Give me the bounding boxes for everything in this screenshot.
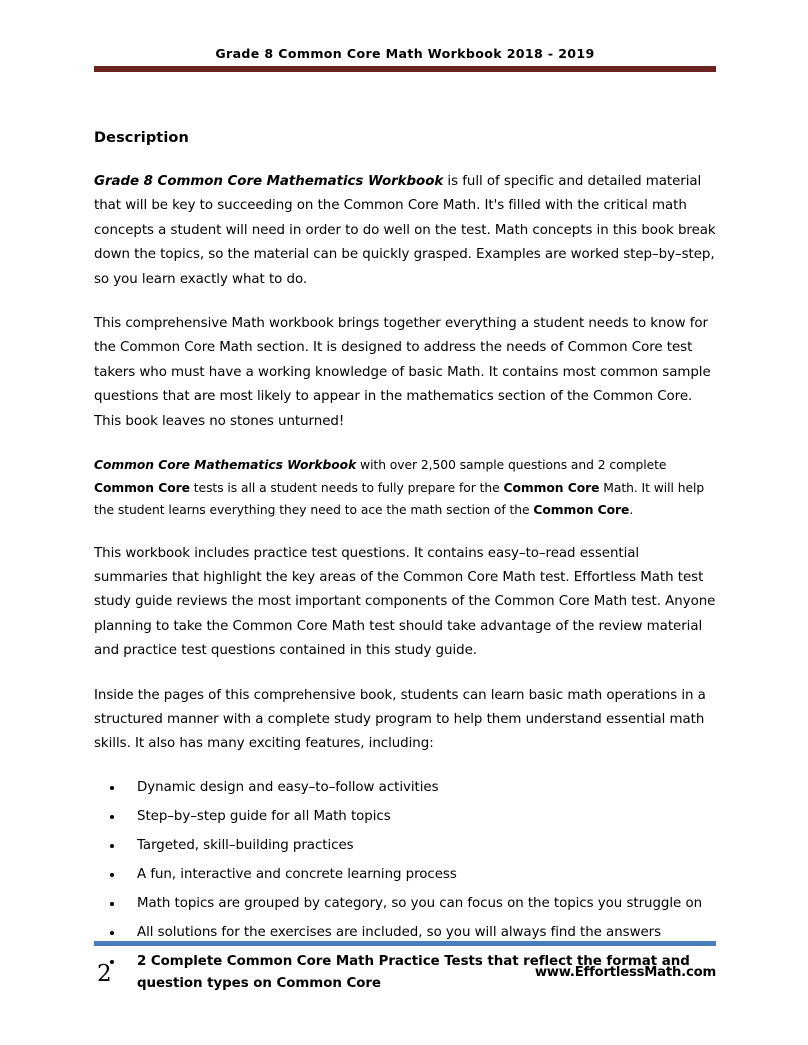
p3-bold-common-core-3: Common Core [533, 503, 630, 518]
footer-website-label: www.EffortlessMath.com [534, 965, 716, 980]
book-title-emphasis-2: Common Core Mathematics Workbook [94, 458, 357, 473]
p3-segment-4: . [629, 503, 634, 518]
list-item [94, 864, 716, 887]
paragraph-practice-tests: This workbook includes practice test questions. It contains easy–to–read essential summaries that highlight the key areas of the Common Core Math test. Effortless Math test study guide reviews the most important components of the Common Core Math test. Anyone planning to take the Common Core Math test should take advantage of the review material and practice test questions contained in this study guide. [94, 545, 716, 659]
header-divider-rule [94, 66, 716, 72]
bullet-dot-icon [110, 844, 114, 848]
footer-divider-rule [94, 941, 716, 946]
paragraph-inside-pages: Inside the pages of this comprehensive book, students can learn basic math operations in a structured manner with a complete study program to help them understand essential math skills. It also has many exciting features, including: [94, 687, 706, 752]
page-footer [94, 941, 716, 994]
list-item-label: A fun, interactive and concrete learning process [137, 866, 457, 882]
page-header [94, 46, 716, 72]
list-item [94, 806, 716, 829]
list-item-label: 2 Complete Common Core Math Practice Tests that reflect the format and question types on Common Core [137, 953, 690, 992]
bullet-dot-icon [110, 786, 114, 790]
paragraph-intro [94, 170, 716, 292]
p3-segment-2: tests is all a student needs to fully prepare for the [189, 480, 504, 495]
header-title: Grade 8 Common Core Math Workbook 2018 - 2019 [215, 46, 595, 61]
list-item-label: Step–by–step guide for all Math topics [137, 808, 391, 824]
book-title-emphasis: Grade 8 Common Core Mathematics Workbook [94, 174, 444, 189]
page-number: 2 [97, 961, 112, 987]
list-item-label: Dynamic design and easy–to–follow activities [137, 779, 439, 795]
p3-segment-1: with over 2,500 sample questions and 2 complete [356, 458, 667, 473]
bullet-dot-icon [110, 902, 114, 906]
p3-bold-common-core-2: Common Core [503, 480, 600, 495]
p3-bold-common-core-1: Common Core [94, 480, 190, 495]
bullet-dot-icon [110, 873, 114, 877]
list-item [94, 777, 716, 800]
list-item [94, 893, 716, 916]
list-item-label: Targeted, skill–building practices [137, 837, 354, 853]
p3-segment-3: Math. It will help the student learns everything they need to ace the math section of the [94, 480, 705, 518]
section-heading: Description [94, 130, 189, 146]
list-item [94, 835, 716, 858]
document-body [94, 128, 716, 1002]
paragraph-intro-text: is full of specific and detailed material that will be key to succeeding on the Common Core Math. It's filled with the critical math concepts a student will need in order to do well on the test. Math concepts in this book break down the topics, so the material can be quickly grasped. Examples are worked step–by–step, so you learn exactly what to do. [94, 174, 716, 287]
paragraph-sample-questions [94, 454, 716, 522]
paragraph-comprehensive: This comprehensive Math workbook brings together everything a student needs to know for the Common Core Math section. It is designed to address the needs of Common Core test takers who must have a working knowledge of basic Math. It contains most common sample questions that are most likely to appear in the mathematics section of the Common Core. This book leaves no stones unturned! [94, 316, 711, 429]
bullet-dot-icon [110, 815, 114, 819]
list-item-label: Math topics are grouped by category, so you can focus on the topics you struggle on [137, 895, 703, 911]
bullet-dot-icon [110, 931, 114, 935]
list-item-label: All solutions for the exercises are included, so you will always find the answers [137, 924, 662, 940]
footer-row [94, 960, 716, 994]
